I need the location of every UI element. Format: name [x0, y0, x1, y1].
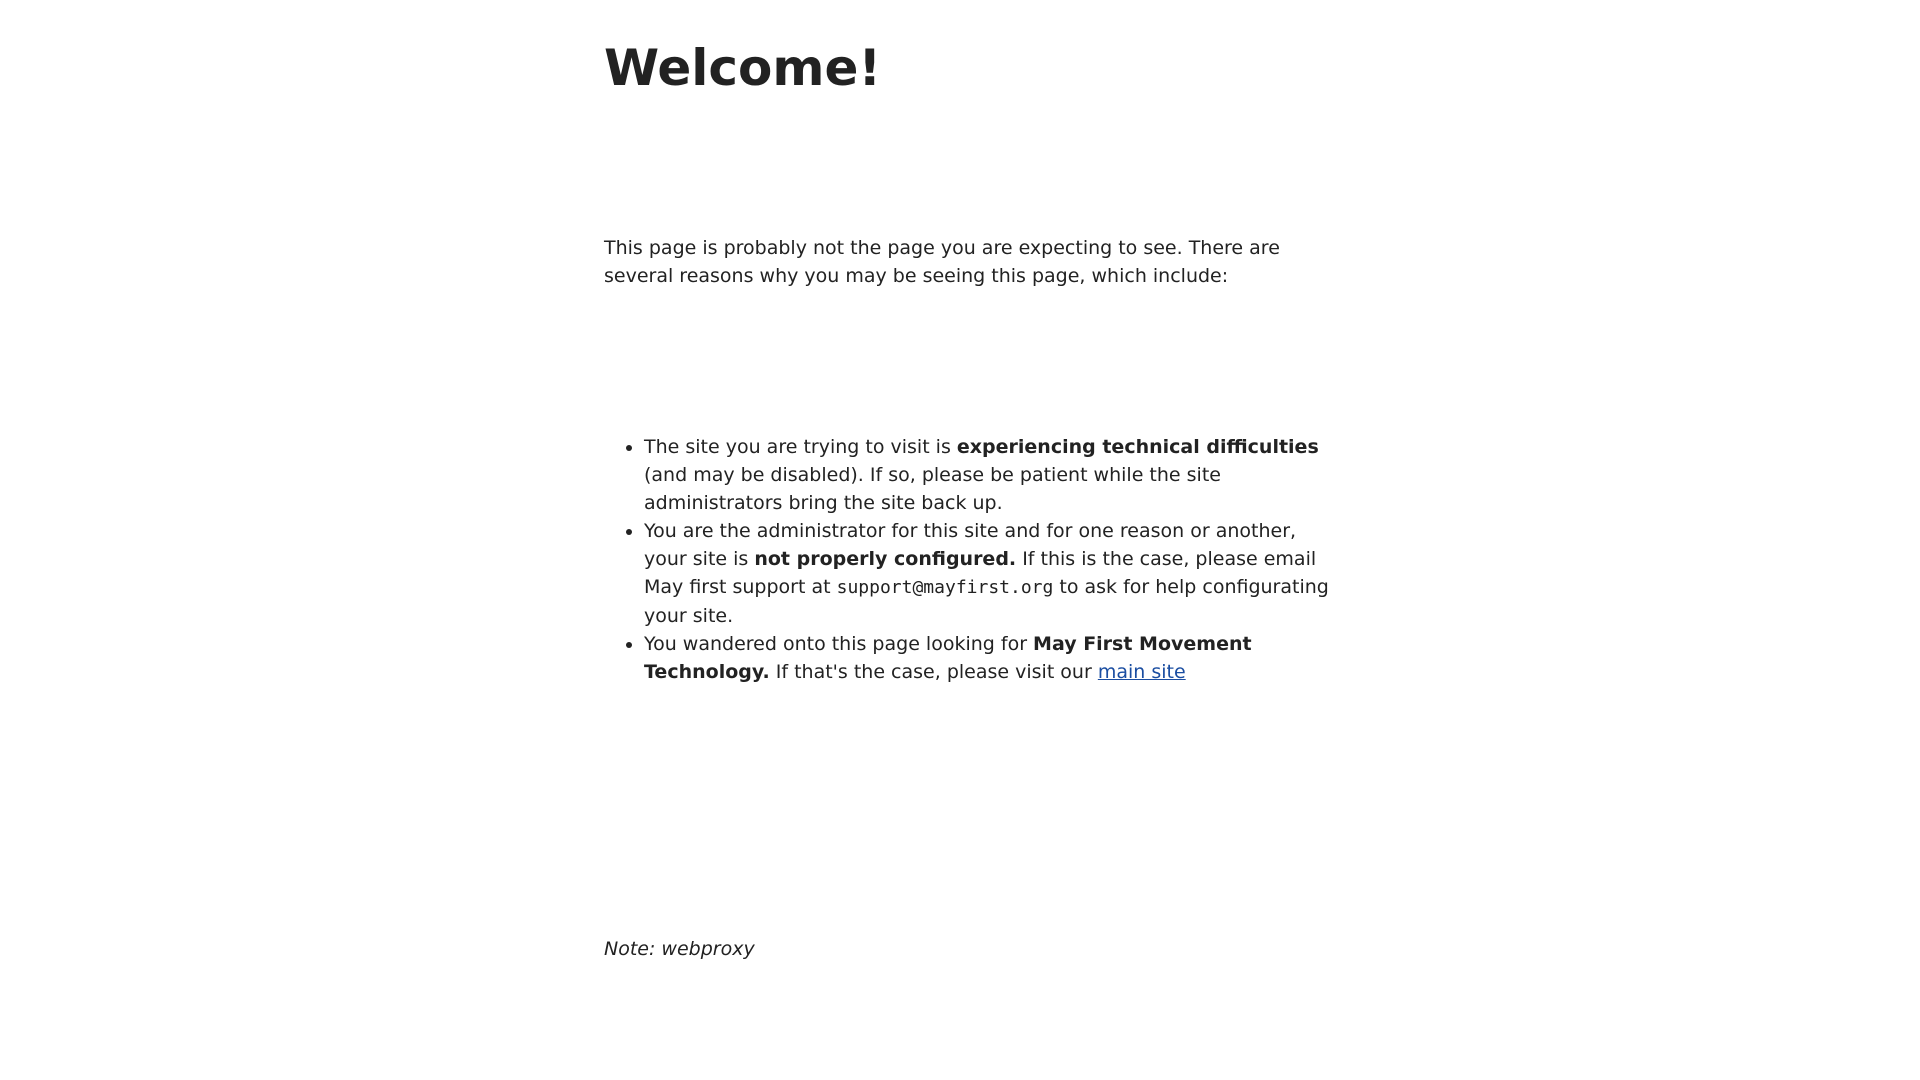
page-title: Welcome! — [604, 39, 882, 97]
support-email: support@mayfirst.org — [836, 577, 1054, 598]
reason-text: You are the administrator for this site and for one reason or another, your site is — [644, 520, 1297, 570]
intro-paragraph: This page is probably not the page you are expecting to see. There are several reasons why you may be seeing this page, which include: — [604, 237, 1280, 287]
reason-text: The site you are trying to visit is — [644, 436, 957, 458]
reason-text: (and may be disabled). If so, please be patient while the site administrators bring the site back up. — [644, 464, 1221, 514]
list-item-not-configured — [644, 517, 1344, 630]
reason-text: You wandered onto this page looking for — [644, 633, 1034, 655]
list-item-technical-difficulties — [644, 433, 1344, 517]
reason-emphasis: experiencing technical difficulties — [956, 436, 1319, 458]
reason-text: If this is the case, please email May first support at — [644, 548, 1317, 598]
reason-text: to ask for help configurating your site. — [644, 576, 1329, 627]
reason-emphasis: not properly configured. — [754, 548, 1017, 570]
list-item-main-site — [644, 630, 1344, 686]
footer-note: Note: webproxy — [604, 938, 755, 960]
reasons-list — [604, 433, 1344, 686]
reason-text: If that's the case, please visit our — [769, 661, 1098, 683]
main-site-link[interactable]: main site — [1097, 661, 1186, 683]
reason-emphasis: May First Movement Technology. — [644, 633, 1252, 683]
